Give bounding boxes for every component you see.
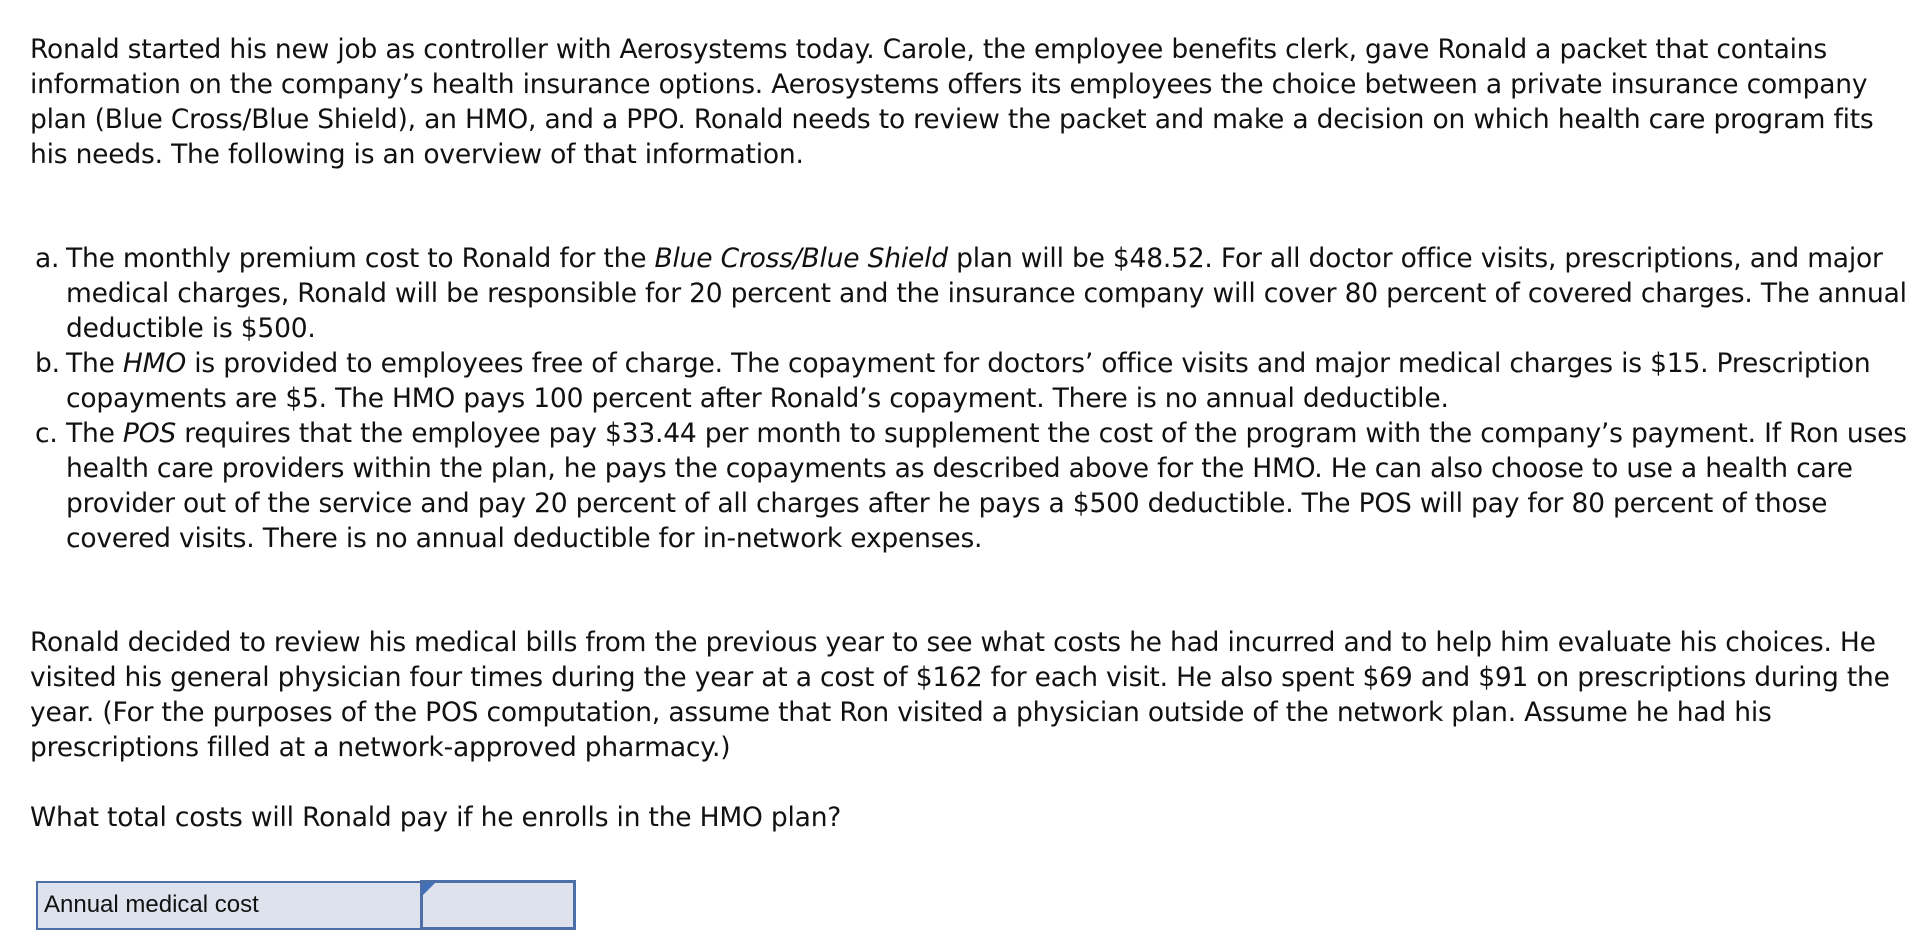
- item-text: is provided to employees free of charge. The copayment for doctors’ office visits and major medical charges is $15. Prescription copayments are $5. The HMO pays 100 percent after Ronald’s copayment. There is no annual deductible.: [66, 348, 1871, 414]
- plan-name: Blue Cross/Blue Shield: [654, 243, 948, 274]
- answer-table: [36, 880, 576, 930]
- table-row: [37, 882, 575, 929]
- intro-paragraph: Ronald started his new job as controller with Aerosystems today. Carole, the employee benefits clerk, gave Ronald a packet that contains information on the company’s health insurance options. Aerosystems offers its employees the choice between a private insurance company plan (Blue Cross/Blue Shield), an HMO, and a PPO. Ronald needs to review the packet and make a decision on which health care program fits his needs. The following is an overview of that information.: [30, 34, 1874, 170]
- list-marker: a.: [35, 243, 60, 274]
- item-text: requires that the employee pay $33.44 per month to supplement the cost of the program with the company’s payment. If Ron uses health care providers within the plan, he pays the copayments as described above for the HMO. He can also choose to use a health care provider out of the service and pay 20 percent of all charges after he pays a $500 deductible. The POS will pay for 80 percent of those covered visits. There is no annual deductible for in-network expenses.: [66, 418, 1907, 554]
- item-lead: The: [66, 348, 115, 379]
- list-item-blue-cross: [30, 241, 1910, 346]
- question-text: What total costs will Ronald pay if he enrolls in the HMO plan?: [30, 802, 842, 833]
- plan-options-list: [30, 241, 1910, 556]
- item-lead: The monthly premium cost to Ronald for the: [66, 243, 647, 274]
- annual-medical-cost-input[interactable]: [423, 883, 573, 927]
- review-paragraph: Ronald decided to review his medical bills from the previous year to see what costs he had incurred and to help him evaluate his choices. He visited his general physician four times during the year at a cost of $162 for each visit. He also spent $69 and $91 on prescriptions during the year. (For the purposes of the POS computation, assume that Ron visited a physician outside of the network plan. Assume he had his prescriptions filled at a network-approved pharmacy.): [30, 627, 1890, 763]
- list-marker: b.: [35, 348, 60, 379]
- plan-name: HMO: [122, 348, 186, 379]
- answer-input-cell[interactable]: [422, 882, 575, 929]
- item-lead: The: [66, 418, 115, 449]
- list-item-pos: [30, 416, 1910, 556]
- problem-content: [30, 32, 1910, 835]
- list-item-hmo: [30, 346, 1910, 416]
- plan-name: POS: [122, 418, 176, 449]
- list-marker: c.: [35, 418, 58, 449]
- answer-label: Annual medical cost: [37, 882, 422, 929]
- cell-corner-icon: [423, 883, 435, 895]
- item-text: plan will be $48.52. For all doctor office visits, prescriptions, and major medical charges, Ronald will be responsible for 20 percent and the insurance company will cover 80 percent of covered charges. The annual deductible is $500.: [66, 243, 1907, 344]
